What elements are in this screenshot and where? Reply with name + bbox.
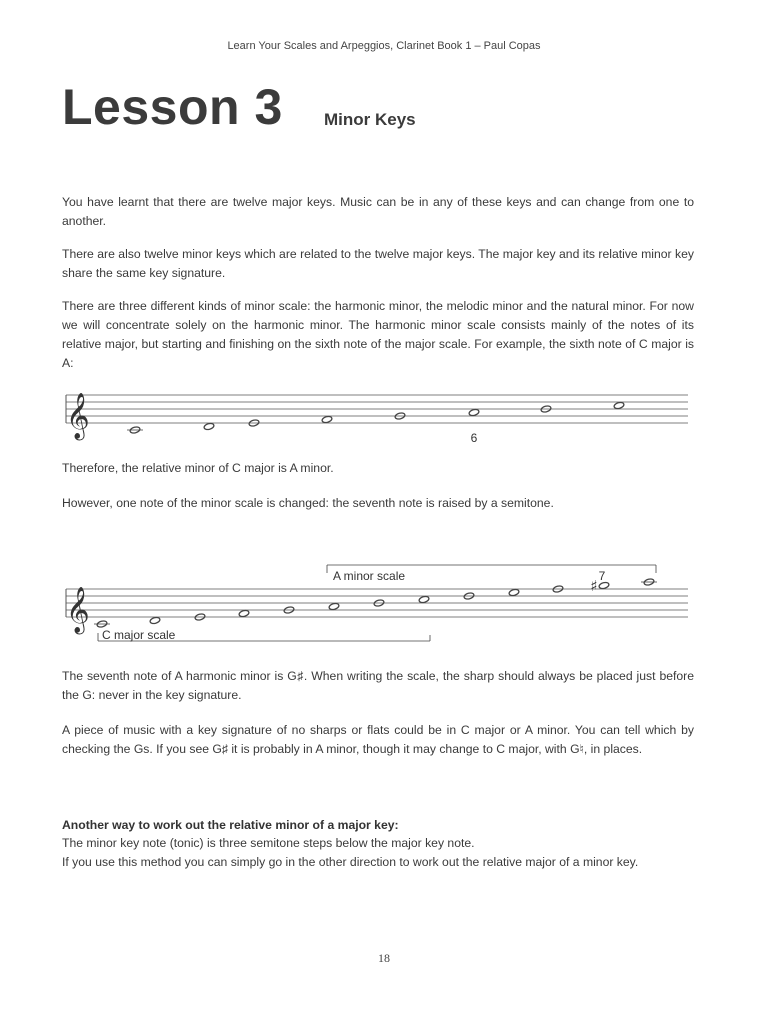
a-minor-label: A minor scale: [333, 569, 406, 583]
lesson-subtitle: Minor Keys: [324, 110, 416, 129]
note-c5: [613, 402, 624, 410]
staff1-notes: [127, 402, 625, 434]
note-c4: [94, 620, 110, 628]
c-major-staff: [0, 385, 768, 455]
lesson-title: Lesson 3: [62, 79, 283, 135]
page-number: 18: [378, 951, 390, 965]
note-a5: [641, 578, 657, 586]
paragraph-seventh-raised: However, one note of the minor scale is changed: the seventh note is raised by a semitone.: [62, 496, 554, 510]
paragraph-relative-minor: Therefore, the relative minor of C major is A minor.: [62, 461, 334, 475]
method-line-reverse: If you use this method you can simply go in the other direction to work out the relative major of a minor key.: [62, 855, 639, 869]
a-minor-staff: [0, 560, 768, 650]
note-e5: [508, 589, 519, 597]
treble-clef-icon: 𝄞: [66, 587, 90, 633]
sharp-icon: ♯: [590, 577, 598, 595]
paragraph-minor-scale-kinds: There are three different kinds of minor scale: the harmonic minor, the melodic minor and the natural minor. For now we will concentrate solely on the harmonic minor. The harmonic minor scale consists mainly of the notes of its relative major, but starting and finishing on the sixth note of the major scale. For example, the sixth note of C major is A:: [62, 299, 694, 370]
method-heading: Another way to work out the relative minor of a major key:: [62, 818, 399, 832]
note-d4: [203, 423, 214, 431]
note-a4: [328, 603, 339, 611]
note-c4: [127, 426, 143, 434]
note-a4: [468, 409, 479, 417]
paragraph-g-sharp: The seventh note of A harmonic minor is G♯. When writing the scale, the sharp should always be placed just before the G: never in the key signature.: [62, 669, 694, 702]
note-d4: [149, 617, 160, 625]
treble-clef-icon: 𝄞: [66, 393, 90, 439]
staff-lines: [66, 395, 688, 423]
paragraph-minor-keys: There are also twelve minor keys which are related to the twelve major keys. The major key and its relative minor key share the same key signature.: [62, 247, 694, 280]
running-header: Learn Your Scales and Arpeggios, Clarinet Book 1 – Paul Copas: [227, 40, 541, 52]
sixth-degree-label: 6: [470, 431, 478, 445]
paragraph-major-keys: You have learnt that there are twelve major keys. Music can be in any of these keys and can change from one to another.: [62, 195, 694, 228]
note-f4: [238, 610, 249, 618]
c-major-label: C major scale: [102, 628, 176, 642]
method-line-tonic: The minor key note (tonic) is three semitone steps below the major key note.: [62, 836, 475, 850]
note-c5: [418, 596, 429, 604]
seventh-degree-label: 7: [598, 569, 606, 583]
paragraph-checking-gs: A piece of music with a key signature of no sharps or flats could be in C major or A minor. You can tell which by checking the Gs. If you see G♯ it is probably in A minor, though it may change to C major, with G♮, in places.: [62, 723, 694, 756]
note-f4: [321, 416, 332, 424]
